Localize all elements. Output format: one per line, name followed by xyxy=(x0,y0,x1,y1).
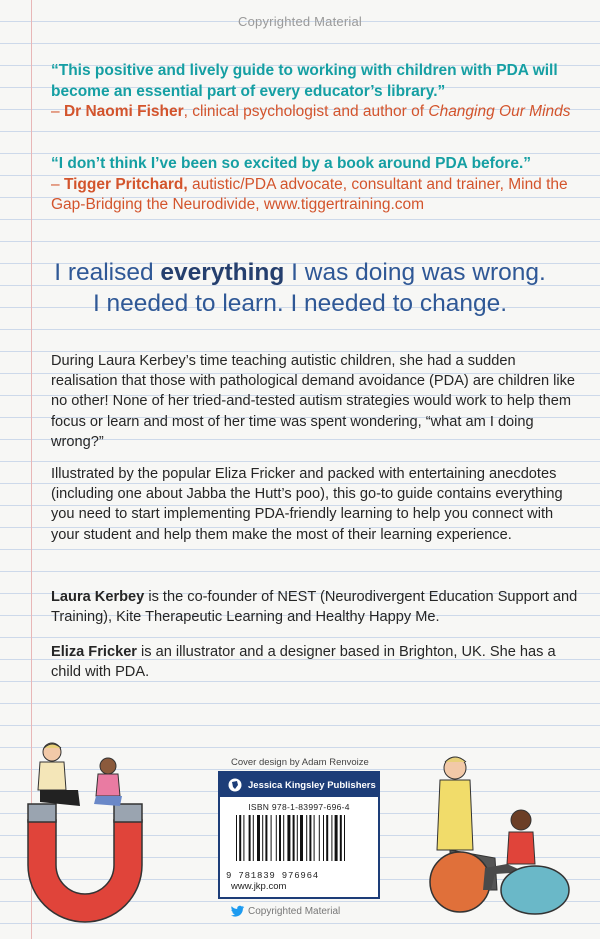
quote-author: Tigger Pritchard, xyxy=(63,175,188,193)
quote-attribution: – Tigger Pritchard, autistic/PDA advocate, consultant and trainer, Mind the Gap-Bridging the Neurodivide, www.tiggertraining.com xyxy=(51,175,568,213)
publisher-website: www.jkp.com xyxy=(231,881,287,892)
quote-pritchard xyxy=(51,154,581,216)
quote-fisher xyxy=(51,61,581,123)
quote-text: “I don’t think I’ve been so excited by a book around PDA before.” xyxy=(51,155,532,172)
headline-emphasis: everything xyxy=(160,259,285,286)
publisher-bar xyxy=(220,773,378,797)
isbn-barcode-box xyxy=(218,771,380,899)
copyright-watermark: Copyrighted Material xyxy=(238,14,362,29)
publisher-logo-icon xyxy=(228,778,242,792)
illustrator-bio: Eliza Fricker is an illustrator and a designer based in Brighton, UK. She has a child with PDA. xyxy=(51,644,556,681)
cover-credit: Cover design by Adam Renvoize xyxy=(231,757,369,768)
publisher-name: Jessica Kingsley Publishers xyxy=(248,779,376,791)
quote-book: Changing Our Minds xyxy=(428,103,571,120)
quote-text: “This positive and lively guide to working with children with PDA will become an essential part of every educator’s library.” xyxy=(51,62,558,100)
isbn-number: ISBN 978-1-83997-696-4 xyxy=(248,802,350,812)
footer-watermark: Copyrighted Material xyxy=(248,906,341,917)
barcode-number: 9 781839 976964 xyxy=(226,871,320,881)
blurb-paragraph-2: Illustrated by the popular Eliza Fricker and packed with entertaining anecdotes (including one about Jabba the Hutt’s poo), this go-to guide contains everything you need to start implementing PDA-friendly learning to help you connect with your student and help them make the most of their learning experience. xyxy=(51,466,563,543)
magnet-children-illustration xyxy=(18,740,153,925)
twitter-icon xyxy=(231,905,245,917)
author-bio: Laura Kerbey is the co-founder of NEST (Neurodivergent Education Support and Training), Kite Therapeutic Learning and Healthy Happy Me. xyxy=(51,589,578,626)
blurb-paragraph-1: During Laura Kerbey’s time teaching autistic children, she had a sudden realisation that those with pathological demand avoidance (PDA) are children like no other! None of her tried-and-tested autism strategies would work to help them focus or learn and most of her time was spent wondering, “what am I doing wrong?” xyxy=(51,353,576,450)
headline: I realised everything I was doing was wrong. I needed to learn. I needed to change. xyxy=(54,259,546,317)
barcode-icon xyxy=(226,815,372,869)
ball-sitting-illustration xyxy=(425,740,590,920)
quote-attribution: – Dr Naomi Fisher, clinical psychologist and author of Changing Our Minds xyxy=(51,103,571,120)
quote-author: Dr Naomi Fisher xyxy=(63,103,184,120)
